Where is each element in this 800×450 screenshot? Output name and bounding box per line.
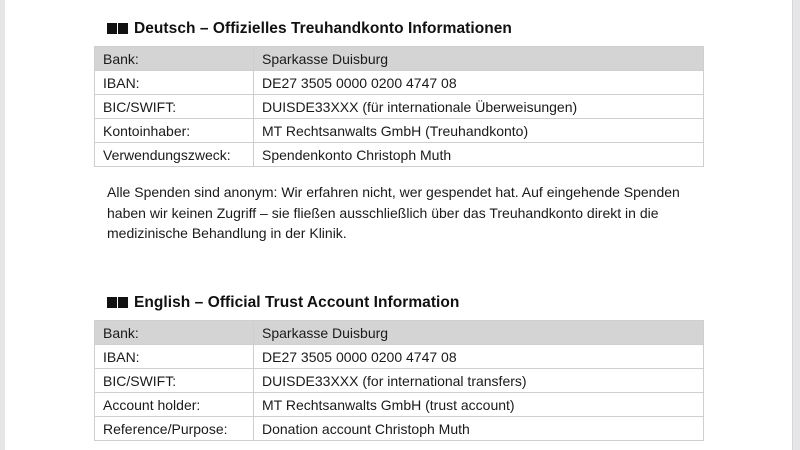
table-row bbox=[95, 417, 704, 441]
row-label: Bank: bbox=[95, 321, 254, 345]
row-value: DUISDE33XXX (für internationale Überweisungen) bbox=[254, 95, 704, 119]
row-value: Sparkasse Duisburg bbox=[254, 47, 704, 71]
scrollbar-track[interactable] bbox=[792, 0, 800, 450]
section-title-text: Deutsch – Offizielles Treuhandkonto Informationen bbox=[134, 20, 512, 37]
row-label: Kontoinhaber: bbox=[95, 119, 254, 143]
black-squares-icon bbox=[107, 21, 129, 39]
section-title-english bbox=[107, 294, 459, 313]
section-title-text: English – Official Trust Account Information bbox=[134, 294, 460, 311]
row-label: Reference/Purpose: bbox=[95, 417, 254, 441]
table-row bbox=[95, 345, 704, 369]
account-table-german bbox=[94, 46, 704, 167]
row-value: Donation account Christoph Muth bbox=[254, 417, 704, 441]
table-row bbox=[95, 119, 704, 143]
row-label: IBAN: bbox=[95, 71, 254, 95]
table-row bbox=[95, 393, 704, 417]
section-title-german bbox=[107, 20, 512, 39]
row-label: BIC/SWIFT: bbox=[95, 369, 254, 393]
table-row bbox=[95, 143, 704, 167]
table-row bbox=[95, 71, 704, 95]
table-row bbox=[95, 47, 704, 71]
row-value: Spendenkonto Christoph Muth bbox=[254, 143, 704, 167]
row-value: DE27 3505 0000 0200 4747 08 bbox=[254, 71, 704, 95]
black-squares-icon bbox=[107, 295, 129, 313]
row-label: BIC/SWIFT: bbox=[95, 95, 254, 119]
row-label: IBAN: bbox=[95, 345, 254, 369]
table-row bbox=[95, 369, 704, 393]
page-edge-left bbox=[0, 0, 5, 450]
anonymity-note: Alle Spenden sind anonym: Wir erfahren nicht, wer gespendet hat. Auf eingehende Spenden haben wir keinen Zugriff – sie fließen ausschließlich über das Treuhandkonto direkt in die medizinische Behandlung in der Klinik. bbox=[107, 184, 680, 241]
table-row bbox=[95, 95, 704, 119]
row-value: MT Rechtsanwalts GmbH (trust account) bbox=[254, 393, 704, 417]
row-value: Sparkasse Duisburg bbox=[254, 321, 704, 345]
row-value: DUISDE33XXX (for international transfers) bbox=[254, 369, 704, 393]
row-value: MT Rechtsanwalts GmbH (Treuhandkonto) bbox=[254, 119, 704, 143]
row-label: Bank: bbox=[95, 47, 254, 71]
account-table-english bbox=[94, 320, 704, 441]
table-row bbox=[95, 321, 704, 345]
row-label: Account holder: bbox=[95, 393, 254, 417]
row-label: Verwendungszweck: bbox=[95, 143, 254, 167]
row-value: DE27 3505 0000 0200 4747 08 bbox=[254, 345, 704, 369]
